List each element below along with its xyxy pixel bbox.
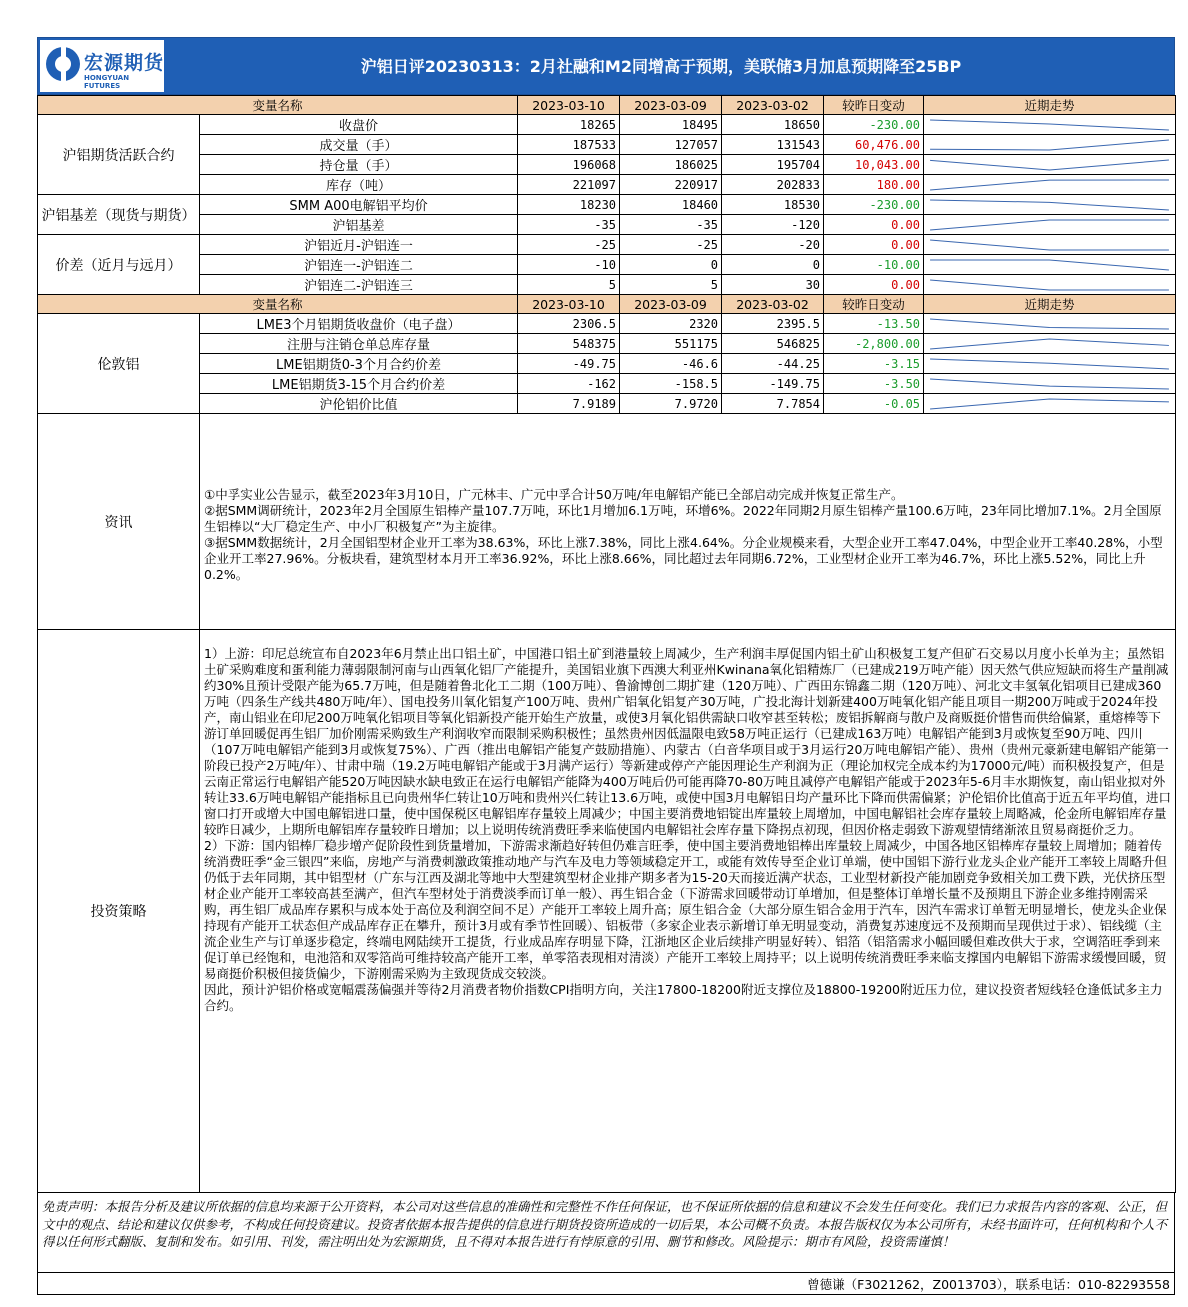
variable-label: LME铝期货3-15个月合约价差 bbox=[200, 374, 518, 394]
value-cell: 2306.5 bbox=[518, 314, 620, 334]
change-cell: 0.00 bbox=[824, 215, 924, 235]
value-cell: 187533 bbox=[518, 135, 620, 155]
trend-sparkline bbox=[924, 215, 1176, 235]
trend-sparkline bbox=[924, 175, 1176, 195]
data-row bbox=[38, 354, 1176, 374]
report-header bbox=[37, 37, 1175, 95]
change-cell: -2,800.00 bbox=[824, 334, 924, 354]
change-cell: -230.00 bbox=[824, 115, 924, 135]
data-row bbox=[38, 314, 1176, 334]
value-cell: 18230 bbox=[518, 195, 620, 215]
category-cell: 伦敦铝 bbox=[38, 314, 200, 414]
value-cell: 220917 bbox=[620, 175, 722, 195]
news-content bbox=[200, 414, 1176, 630]
date-header: 2023-03-09 bbox=[620, 96, 722, 115]
date-header: 2023-03-02 bbox=[722, 96, 824, 115]
date-header: 2023-03-02 bbox=[722, 295, 824, 314]
variable-name-header: 变量名称 bbox=[38, 96, 518, 115]
trend-sparkline bbox=[924, 275, 1176, 295]
trend-sparkline bbox=[924, 314, 1176, 334]
value-cell: -49.75 bbox=[518, 354, 620, 374]
value-cell: -20 bbox=[722, 235, 824, 255]
variable-label: 成交量（手） bbox=[200, 135, 518, 155]
change-cell: 0.00 bbox=[824, 235, 924, 255]
date-header: 2023-03-09 bbox=[620, 295, 722, 314]
strategy-row bbox=[38, 630, 1176, 1193]
value-cell: 202833 bbox=[722, 175, 824, 195]
variable-label: 沪铝连二-沪铝连三 bbox=[200, 275, 518, 295]
data-row bbox=[38, 374, 1176, 394]
value-cell: 546825 bbox=[722, 334, 824, 354]
value-cell: 18495 bbox=[620, 115, 722, 135]
variable-label: 收盘价 bbox=[200, 115, 518, 135]
logo-english-name: HONGYUAN FUTURES bbox=[84, 74, 130, 90]
category-cell: 沪铝期货活跃合约 bbox=[38, 115, 200, 195]
variable-label: LME铝期货0-3个月合约价差 bbox=[200, 354, 518, 374]
trend-sparkline bbox=[924, 235, 1176, 255]
strategy-paragraph: 2）下游：国内铝棒厂稳步增产促阶段性到货量增加，下游需求渐趋好转但仍难言旺季，使中国主要消费地铝棒出库量较上周减少，中国各地区铝棒库存量较上周增加；随着传统消费旺季“金三银四”来临，房地产与消费刺激政策推动地产与汽车及电力等领域稳定开工，或能有效传导至企业订单端，使中国铝下游行业龙头企业产能开工率较上周略升但仍低于去年同期，其中铝型材（广东与江西及湖北等地中大型建筑型材企业排产期多者为15-20天而接近满产状态，工业型材新投产能加剧竞争致相关加工费下跌，光伏挤压型材企业产能开工率较高甚至满产，但汽车型材处于消费淡季而订单一般）、再生铝合金（下游需求回暖带动订单增加，但是整体订单增长量不及预期且下游企业多维持刚需采购，再生铝厂成品库存累积与成本处于高位及利润空间不足）产能开工率较上周升高；原生铝合金（大部分原生铝合金用于汽车，因汽车需求订单暂无明显增长，使龙头企业保持现有产能开工状态但产成品库存正在攀升，预计3月或有季节性回暖）、铝板带（多家企业表示新增订单无明显变动，消费复苏速度远不及预期而呈现供过于求）、铝线缆（主流企业生产与订单逐步稳定，终端电网陆续开工提货，行业成品库存明显下降，江浙地区企业后续排产明显好转）、铝箔（铝箔需求小幅回暖但难改供大于求，空调箔旺季到来促订单已经饱和，电池箔和双零箔尚可维持较高产能开工率，单零箔表现相对清淡）产能开工率较上周持平；以上说明传统消费旺季来临支撑国内电解铝下游需求缓慢回暖，贸易商挺价积极但接货偏少，下游刚需采购为主致现货成交较淡。 bbox=[204, 838, 1167, 981]
report-sheet bbox=[37, 37, 1175, 1295]
trend-header: 近期走势 bbox=[924, 96, 1176, 115]
value-cell: 186025 bbox=[620, 155, 722, 175]
value-cell: 548375 bbox=[518, 334, 620, 354]
trend-sparkline bbox=[924, 354, 1176, 374]
change-cell: 180.00 bbox=[824, 175, 924, 195]
variable-label: LME3个月铝期货收盘价（电子盘） bbox=[200, 314, 518, 334]
variable-label: 沪伦铝价比值 bbox=[200, 394, 518, 414]
variable-label: 持仓量（手） bbox=[200, 155, 518, 175]
value-cell: 18460 bbox=[620, 195, 722, 215]
data-row bbox=[38, 275, 1176, 295]
variable-label: 沪铝近月-沪铝连一 bbox=[200, 235, 518, 255]
change-cell: -10.00 bbox=[824, 255, 924, 275]
variable-label: 库存（吨） bbox=[200, 175, 518, 195]
date-header: 2023-03-10 bbox=[518, 295, 620, 314]
variable-label: SMM A00电解铝平均价 bbox=[200, 195, 518, 215]
data-row bbox=[38, 334, 1176, 354]
news-paragraph: ②据SMM调研统计，2023年2月全国原生铝棒产量107.7万吨，环比1月增加6.1万吨，环增6%。2022年同期2月原生铝棒产量100.6万吨，23年同比增加7.1%。2月全国原生铝棒以“大厂稳定生产、中小厂积极复产”为主旋律。 bbox=[204, 502, 1162, 534]
trend-header: 近期走势 bbox=[924, 295, 1176, 314]
change-cell: 0.00 bbox=[824, 275, 924, 295]
change-cell: -3.50 bbox=[824, 374, 924, 394]
category-cell: 沪铝基差（现货与期货） bbox=[38, 195, 200, 235]
category-cell: 价差（近月与远月） bbox=[38, 235, 200, 295]
data-row bbox=[38, 135, 1176, 155]
strategy-paragraph: 1）上游：印尼总统宣布自2023年6月禁止出口铝土矿，中国港口铝土矿到港量较上周减少，生产利润丰厚促国内铝土矿山积极复工复产但矿石交易以月度小长单为主；虽然铝土矿采购难度和蛋利能力薄弱限制河南与山西氧化铝厂产能提升，美国铝业旗下西澳大利亚州Kwinana氧化铝精炼厂（已建成219万吨产能）因天然气供应短缺而将生产量削减约30%且预计受限产能为65.7万吨，但是随着鲁北化工二期（100万吨）、鲁渝博创二期扩建（120万吨）、广西田东锦鑫二期（120万吨）、河北文丰氢氧化铝项目已建成360万吨（四条生产线共480万吨/年）、国电投务川氧化铝复产100万吨、贵州广铝氧化铝复产30万吨，广投北海计划新建400万吨氧化铝产能且项目一期200万吨或于2024年投产，南山铝业在印尼200万吨氧化铝项目等氧化铝新投产能开始生产放量，或使3月氧化铝供需缺口收窄甚至转松；废铝拆解商与散户及商贩挺价惜售而供给偏紧，重熔棒等下游订单回暖促再生铝厂加价刚需采购致生产利润收窄而限制采购积极性；虽然贵州因低温限电致58万吨正运行（已建成163万吨）电解铝产能到3月或恢复至90万吨、四川（107万吨电解铝产能到3月或恢复75%）、广西（推出电解铝产能复产鼓励措施）、内蒙古（白音华项目或于3月运行20万吨电解铝产能）、贵州（贵州元豪新建电解铝产能第一阶段已投产2万吨/年）、甘肃中瑞（19.2万吨电解铝产能或于3月满产运行）等新建或停产产能因理论生产利润为正（理论加权完全成本约为17000元/吨）而积极投复产，但是云南正常运行电解铝产能520万吨因缺水缺电致正在运行电解铝产能降为400万吨后仍可能再降70-80万吨且减停产电解铝产能或于2023年5-6月丰水期恢复，南山铝业拟对外转让33.6万吨电解铝产能指标且已向贵州华仁转让10万吨和贵州兴仁转让13.6万吨，或使中国3月电解铝日均产量环比下降而供需偏紧；沪伦铝价比值高于近五年平均值，进口窗口打开或增大中国电解铝进口量，使中国保税区电解铝库存量较上周减少；中国主要消费地铝锭出库量较上周增加，中国电解铝社会库存量较上周略减，伦金所电解铝库存量较昨日减少，上期所电解铝库存量较昨日增加；以上说明传统消费旺季来临使国内电解铝社会库存量下降拐点初现，但因价格走弱致下游观望情绪渐浓且贸易商挺价乏力。 bbox=[204, 646, 1172, 837]
data-row bbox=[38, 175, 1176, 195]
trend-sparkline bbox=[924, 394, 1176, 414]
trend-sparkline bbox=[924, 334, 1176, 354]
value-cell: 5 bbox=[518, 275, 620, 295]
value-cell: 221097 bbox=[518, 175, 620, 195]
column-header-row bbox=[38, 295, 1176, 314]
strategy-paragraph: 因此，预计沪铝价格或宽幅震荡偏强并等待2月消费者物价指数CPI指明方向，关注17800-18200附近支撑位及18800-19200附近压力位，建议投资者短线轻仓逢低试多主力合约。 bbox=[204, 982, 1163, 1013]
value-cell: 7.9189 bbox=[518, 394, 620, 414]
value-cell: -35 bbox=[518, 215, 620, 235]
change-cell: -13.50 bbox=[824, 314, 924, 334]
value-cell: -158.5 bbox=[620, 374, 722, 394]
value-cell: 2320 bbox=[620, 314, 722, 334]
trend-sparkline bbox=[924, 135, 1176, 155]
value-cell: 18650 bbox=[722, 115, 824, 135]
news-paragraph: ①中孚实业公告显示，截至2023年3月10日，广元林丰、广元中孚合计50万吨/年电解铝产能已全部启动完成并恢复正常生产。 bbox=[204, 486, 904, 502]
value-cell: 195704 bbox=[722, 155, 824, 175]
data-row bbox=[38, 255, 1176, 275]
news-paragraph: ③据SMM数据统计，2月全国铝型材企业开工率为38.63%，环比上涨7.38%，同比上涨4.64%。分企业规模来看，大型企业开工率47.04%，中型企业开工率40.28%，小型企业开工率27.96%。分板块看，建筑型材本月开工率36.92%，环比上涨8.66%，同比超过去年同期6.72%，工业型材企业开工率为46.7%，环比上涨5.52%，同比上升0.2%。 bbox=[204, 534, 1163, 582]
value-cell: 196068 bbox=[518, 155, 620, 175]
trend-sparkline bbox=[924, 255, 1176, 275]
variable-name-header: 变量名称 bbox=[38, 295, 518, 314]
change-header: 较昨日变动 bbox=[824, 295, 924, 314]
value-cell: 5 bbox=[620, 275, 722, 295]
data-row bbox=[38, 155, 1176, 175]
trend-sparkline bbox=[924, 115, 1176, 135]
news-label: 资讯 bbox=[38, 414, 200, 630]
variable-label: 注册与注销仓单总库存量 bbox=[200, 334, 518, 354]
value-cell: 0 bbox=[620, 255, 722, 275]
news-row bbox=[38, 414, 1176, 630]
value-cell: 2395.5 bbox=[722, 314, 824, 334]
value-cell: -35 bbox=[620, 215, 722, 235]
date-header: 2023-03-10 bbox=[518, 96, 620, 115]
data-table bbox=[37, 95, 1176, 1193]
strategy-label: 投资策略 bbox=[38, 630, 200, 1193]
change-cell: 10,043.00 bbox=[824, 155, 924, 175]
value-cell: 7.9720 bbox=[620, 394, 722, 414]
column-header-row bbox=[38, 96, 1176, 115]
variable-label: 沪铝连一-沪铝连二 bbox=[200, 255, 518, 275]
report-title: 沪铝日评20230313：2月社融和M2同增高于预期，美联储3月加息预期降至25BP bbox=[360, 57, 962, 76]
data-row bbox=[38, 215, 1176, 235]
change-header: 较昨日变动 bbox=[824, 96, 924, 115]
variable-label: 沪铝基差 bbox=[200, 215, 518, 235]
strategy-content bbox=[200, 630, 1176, 1193]
value-cell: -149.75 bbox=[722, 374, 824, 394]
value-cell: -25 bbox=[518, 235, 620, 255]
change-cell: 60,476.00 bbox=[824, 135, 924, 155]
value-cell: -25 bbox=[620, 235, 722, 255]
change-cell: -230.00 bbox=[824, 195, 924, 215]
value-cell: 131543 bbox=[722, 135, 824, 155]
data-row bbox=[38, 235, 1176, 255]
value-cell: 0 bbox=[722, 255, 824, 275]
trend-sparkline bbox=[924, 374, 1176, 394]
trend-sparkline bbox=[924, 195, 1176, 215]
value-cell: 127057 bbox=[620, 135, 722, 155]
data-row bbox=[38, 394, 1176, 414]
logo-name: 宏源期货 bbox=[84, 52, 165, 74]
value-cell: -44.25 bbox=[722, 354, 824, 374]
value-cell: 18530 bbox=[722, 195, 824, 215]
value-cell: -46.6 bbox=[620, 354, 722, 374]
value-cell: -162 bbox=[518, 374, 620, 394]
value-cell: -120 bbox=[722, 215, 824, 235]
disclaimer: 免责声明：本报告分析及建议所依据的信息均来源于公开资料，本公司对这些信息的准确性和完整性不作任何保证，也不保证所依据的信息和建议不会发生任何变化。我们已力求报告内容的客观、公正，但文中的观点、结论和建议仅供参考，不构成任何投资建议。投资者依据本报告提供的信息进行期货投资所造成的一切后果，本公司概不负责。本报告版权仅为本公司所有，未经书面许可，任何机构和个人不得以任何形式翻版、复制和发布。如引用、刊发，需注明出处为宏源期货，且不得对本报告进行有悖原意的引用、删节和修改。风险提示：期市有风险，投资需谨慎！ bbox=[37, 1193, 1175, 1273]
data-row bbox=[38, 195, 1176, 215]
trend-sparkline bbox=[924, 155, 1176, 175]
data-row bbox=[38, 115, 1176, 135]
value-cell: 30 bbox=[722, 275, 824, 295]
value-cell: -10 bbox=[518, 255, 620, 275]
change-cell: -3.15 bbox=[824, 354, 924, 374]
value-cell: 7.7854 bbox=[722, 394, 824, 414]
change-cell: -0.05 bbox=[824, 394, 924, 414]
value-cell: 18265 bbox=[518, 115, 620, 135]
value-cell: 551175 bbox=[620, 334, 722, 354]
analyst-contact: 曾德谦（F3021262，Z0013703），联系电话：010-82293558 bbox=[37, 1273, 1175, 1295]
